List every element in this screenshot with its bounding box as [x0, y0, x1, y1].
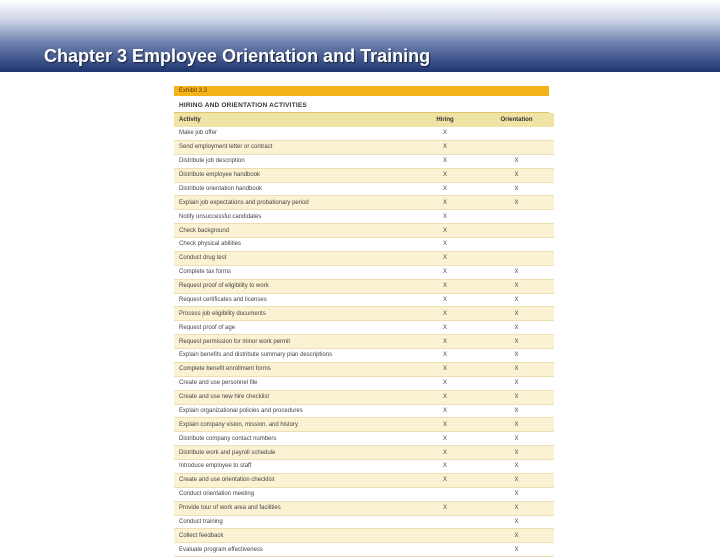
activity-cell: Send employment letter or contract: [174, 140, 411, 154]
hiring-cell: [411, 529, 479, 543]
table-row: [174, 515, 554, 529]
table-row: [174, 418, 554, 432]
table-row: [174, 529, 554, 543]
activity-cell: Complete benefit enrollment forms: [174, 362, 411, 376]
hiring-cell: X: [411, 224, 479, 238]
column-header-hiring: Hiring: [411, 113, 479, 127]
orientation-cell: X: [479, 362, 554, 376]
orientation-cell: X: [479, 460, 554, 474]
activity-cell: Explain job expectations and probationary period: [174, 196, 411, 210]
activity-cell: Complete tax forms: [174, 265, 411, 279]
table-row: [174, 238, 554, 252]
hiring-cell: X: [411, 154, 479, 168]
hiring-cell: X: [411, 390, 479, 404]
orientation-cell: X: [479, 321, 554, 335]
table-row: [174, 210, 554, 224]
exhibit-table-panel: [174, 86, 549, 553]
hiring-cell: X: [411, 210, 479, 224]
hiring-cell: X: [411, 446, 479, 460]
activity-cell: Process job eligibility documents: [174, 307, 411, 321]
hiring-cell: X: [411, 140, 479, 154]
exhibit-title: HIRING AND ORIENTATION ACTIVITIES: [174, 99, 549, 113]
hiring-cell: X: [411, 335, 479, 349]
table-header-row: [174, 113, 554, 127]
hiring-cell: X: [411, 349, 479, 363]
orientation-cell: X: [479, 404, 554, 418]
activity-cell: Distribute work and payroll schedule: [174, 446, 411, 460]
hiring-cell: X: [411, 279, 479, 293]
orientation-cell: X: [479, 390, 554, 404]
table-row: [174, 335, 554, 349]
activities-table: [174, 113, 554, 557]
hiring-cell: X: [411, 265, 479, 279]
hiring-cell: X: [411, 404, 479, 418]
hiring-cell: X: [411, 196, 479, 210]
table-row: [174, 362, 554, 376]
activity-cell: Collect feedback: [174, 529, 411, 543]
orientation-cell: X: [479, 307, 554, 321]
activity-cell: Notify unsuccessful candidates: [174, 210, 411, 224]
orientation-cell: [479, 251, 554, 265]
hiring-cell: X: [411, 168, 479, 182]
hiring-cell: X: [411, 182, 479, 196]
table-row: [174, 473, 554, 487]
orientation-cell: X: [479, 543, 554, 557]
orientation-cell: X: [479, 418, 554, 432]
activity-cell: Conduct training: [174, 515, 411, 529]
orientation-cell: [479, 140, 554, 154]
orientation-cell: X: [479, 293, 554, 307]
activity-cell: Introduce employee to staff: [174, 460, 411, 474]
orientation-cell: X: [479, 432, 554, 446]
table-row: [174, 487, 554, 501]
orientation-cell: X: [479, 349, 554, 363]
exhibit-label: Exhibit 3.3: [174, 86, 549, 96]
table-row: [174, 460, 554, 474]
orientation-cell: X: [479, 501, 554, 515]
hiring-cell: X: [411, 238, 479, 252]
hiring-cell: X: [411, 293, 479, 307]
orientation-cell: X: [479, 335, 554, 349]
table-row: [174, 543, 554, 557]
hiring-cell: X: [411, 307, 479, 321]
activity-cell: Request certificates and licenses: [174, 293, 411, 307]
table-row: [174, 182, 554, 196]
table-body: [174, 127, 554, 557]
orientation-cell: X: [479, 446, 554, 460]
hiring-cell: X: [411, 127, 479, 140]
column-header-orientation: Orientation: [479, 113, 554, 127]
table-row: [174, 501, 554, 515]
column-header-activity: Activity: [174, 113, 411, 127]
orientation-cell: X: [479, 487, 554, 501]
orientation-cell: X: [479, 473, 554, 487]
table-row: [174, 279, 554, 293]
orientation-cell: X: [479, 182, 554, 196]
table-row: [174, 293, 554, 307]
table-row: [174, 432, 554, 446]
table-row: [174, 127, 554, 140]
table-row: [174, 168, 554, 182]
orientation-cell: X: [479, 529, 554, 543]
activity-cell: Explain benefits and distribute summary plan descriptions: [174, 349, 411, 363]
orientation-cell: X: [479, 265, 554, 279]
hiring-cell: [411, 543, 479, 557]
table-row: [174, 446, 554, 460]
activity-cell: Check background: [174, 224, 411, 238]
hiring-cell: X: [411, 418, 479, 432]
orientation-cell: X: [479, 515, 554, 529]
hiring-cell: X: [411, 432, 479, 446]
activity-cell: Distribute company contact numbers: [174, 432, 411, 446]
hiring-cell: [411, 515, 479, 529]
table-row: [174, 321, 554, 335]
activity-cell: Conduct orientation meeting: [174, 487, 411, 501]
page-title: Chapter 3 Employee Orientation and Training: [44, 46, 431, 66]
activity-cell: Make job offer: [174, 127, 411, 140]
orientation-cell: [479, 127, 554, 140]
orientation-cell: X: [479, 154, 554, 168]
activity-cell: Check physical abilities: [174, 238, 411, 252]
activity-cell: Conduct drug test: [174, 251, 411, 265]
table-row: [174, 224, 554, 238]
activity-cell: Provide tour of work area and facilities: [174, 501, 411, 515]
orientation-cell: [479, 224, 554, 238]
activity-cell: Request proof of age: [174, 321, 411, 335]
table-row: [174, 196, 554, 210]
orientation-cell: [479, 238, 554, 252]
hiring-cell: X: [411, 376, 479, 390]
hiring-cell: X: [411, 473, 479, 487]
activity-cell: Create and use orientation checklist: [174, 473, 411, 487]
table-row: [174, 390, 554, 404]
activity-cell: Distribute orientation handbook: [174, 182, 411, 196]
activity-cell: Evaluate program effectiveness: [174, 543, 411, 557]
orientation-cell: X: [479, 168, 554, 182]
activity-cell: Distribute employee handbook: [174, 168, 411, 182]
hiring-cell: X: [411, 460, 479, 474]
table-row: [174, 265, 554, 279]
table-row: [174, 307, 554, 321]
activity-cell: Request permission for minor work permit: [174, 335, 411, 349]
hiring-cell: X: [411, 501, 479, 515]
orientation-cell: [479, 210, 554, 224]
activity-cell: Create and use personnel file: [174, 376, 411, 390]
hiring-cell: [411, 487, 479, 501]
table-row: [174, 404, 554, 418]
title-banner: [0, 0, 720, 72]
table-row: [174, 376, 554, 390]
table-row: [174, 349, 554, 363]
table-row: [174, 140, 554, 154]
activity-cell: Explain company vision, mission, and history: [174, 418, 411, 432]
activity-cell: Explain organizational policies and procedures: [174, 404, 411, 418]
orientation-cell: X: [479, 196, 554, 210]
orientation-cell: X: [479, 279, 554, 293]
hiring-cell: X: [411, 251, 479, 265]
table-row: [174, 251, 554, 265]
activity-cell: Create and use new hire checklist: [174, 390, 411, 404]
hiring-cell: X: [411, 362, 479, 376]
hiring-cell: X: [411, 321, 479, 335]
table-row: [174, 154, 554, 168]
orientation-cell: X: [479, 376, 554, 390]
activity-cell: Distribute job description: [174, 154, 411, 168]
activity-cell: Request proof of eligibility to work: [174, 279, 411, 293]
